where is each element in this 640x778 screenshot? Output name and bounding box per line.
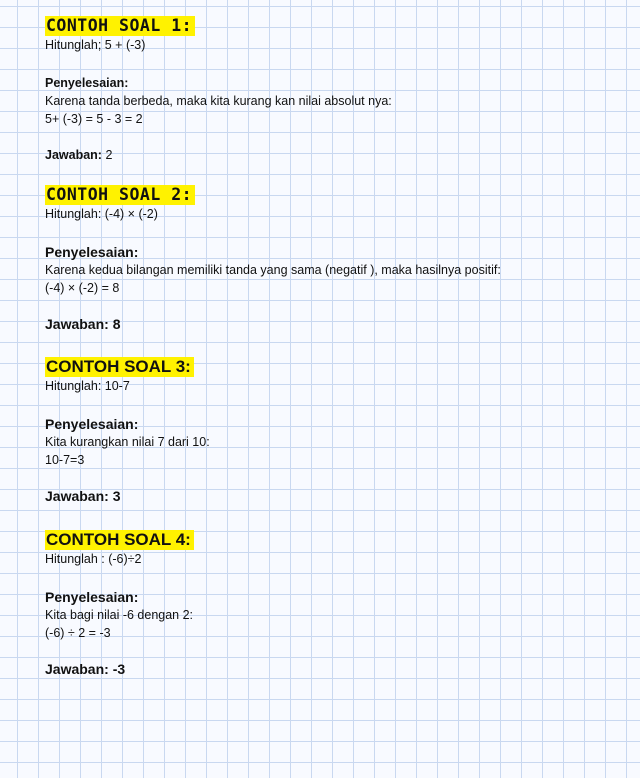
example-3-question: Hitunglah: 10-7 (45, 379, 130, 393)
example-2-solution-label: Penyelesaian: (45, 244, 139, 260)
example-4-question: Hitunglah : (-6)÷2 (45, 552, 142, 566)
example-3-solution-line-2: 10-7=3 (45, 453, 85, 467)
example-1-solution-label: Penyelesaian: (45, 76, 129, 90)
example-1-answer-value: 2 (105, 148, 113, 162)
example-3 (45, 357, 210, 505)
example-1 (45, 16, 392, 164)
example-2-answer: Jawaban: 8 (45, 316, 121, 332)
example-4-solution-line-2: (-6) ÷ 2 = -3 (45, 626, 111, 640)
example-1-answer-label: Jawaban: (45, 148, 102, 162)
example-2-question: Hitunglah: (-4) × (-2) (45, 207, 158, 221)
example-4 (45, 530, 194, 678)
example-1-solution-line-2: 5+ (-3) = 5 - 3 = 2 (45, 112, 143, 126)
example-3-title: CONTOH SOAL 3: (45, 357, 194, 377)
example-2-solution-line-1: Karena kedua bilangan memiliki tanda yang sama (negatif ), maka hasilnya positif: (45, 263, 501, 277)
example-3-solution-line-1: Kita kurangkan nilai 7 dari 10: (45, 435, 210, 449)
example-2-solution-line-2: (-4) × (-2) = 8 (45, 281, 120, 295)
example-3-solution-label: Penyelesaian: (45, 416, 139, 432)
example-3-answer: Jawaban: 3 (45, 488, 121, 504)
example-2 (45, 185, 501, 333)
example-4-answer: Jawaban: -3 (45, 661, 126, 677)
example-1-title: CONTOH SOAL 1: (45, 16, 195, 36)
example-1-question: Hitunglah; 5 + (-3) (45, 38, 146, 52)
example-4-solution-label: Penyelesaian: (45, 589, 139, 605)
example-4-title: CONTOH SOAL 4: (45, 530, 194, 550)
example-2-title: CONTOH SOAL 2: (45, 185, 195, 205)
example-4-solution-line-1: Kita bagi nilai -6 dengan 2: (45, 608, 194, 622)
example-1-answer (45, 146, 392, 164)
example-1-solution-line-1: Karena tanda berbeda, maka kita kurang kan nilai absolut nya: (45, 94, 392, 108)
